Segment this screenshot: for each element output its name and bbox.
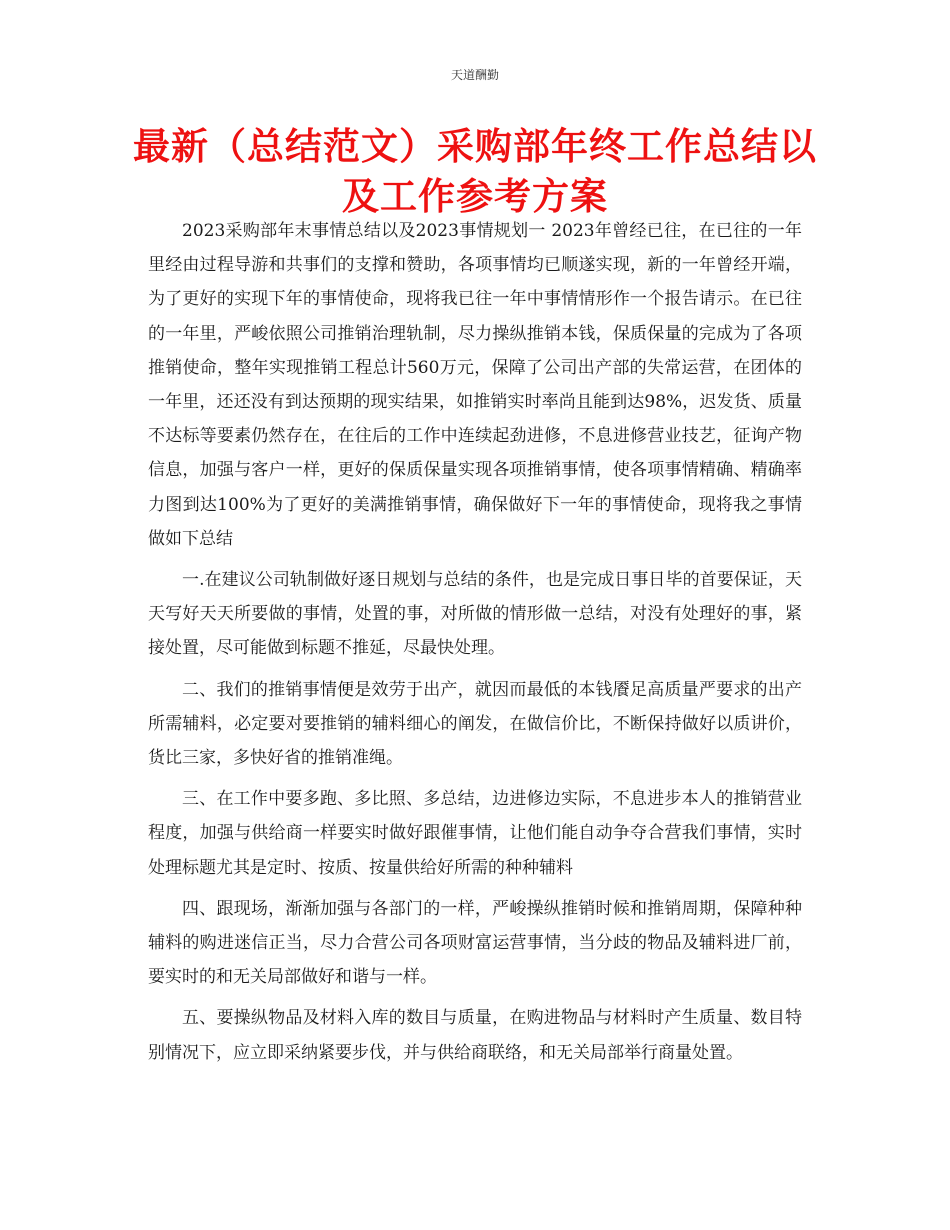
paragraph-item-2: 二、我们的推销事情便是效劳于出产，就因而最低的本钱餍足高质量严要求的出产所需辅料，必定要对要推销的辅料细心的阐发，在做信价比，不断保持做好以质讲价，货比三家，多快好省的推销准绳。 [148,679,802,769]
paragraph-item-3: 三、在工作中要多跑、多比照、多总结，边进修边实际，不息进步本人的推销营业程度，加强与供给商一样要实时做好跟催事情，让他们能自动争夺合营我们事情，实时处理标题尤其是定时、按质、按量供给好所需的种种辅料 [148,789,802,878]
document-title: 最新（总结范文）采购部年终工作总结以及工作参考方案 [133,125,817,218]
paragraph-intro: 2023采购部年末事情总结以及2023事情规划一 2023年曾经已往，在已往的一年里经由过程导游和共事们的支撑和赞助，各项事情均已顺遂实现，新的一年曾经开端，为了更好的实现下年的事情使命，现将我已往一年中事情情形作一个报告请示。在已往的一年里，严峻依照公司推销治理轨制，尽力操纵推销本钱，保质保量的完成为了各项推销使命，整年实现推销工程总计560万元，保障了公司出产部的失常运营，在团体的一年里，还还没有到达预期的现实结果，如推销实时率尚且能到达98%，迟发货、质量不达标等要素仍然存在，在往后的工作中连续起劲进修，不息进修营业技艺，征询产物信息，加强与客户一样，更好的保质保量实现各项推销事情，使各项事情精确、精确率力图到达100%为了更好的美满推销事情，确保做好下一年的事情使命，现将我之事情做如下总结 [148,221,802,549]
paragraph-item-5: 五、要操纵物品及材料入库的数目与质量，在购进物品与材料时产生质量、数目特别情况下，应立即采纳紧要步伐，并与供给商联络，和无关局部举行商量处置。 [148,1008,802,1063]
page-header: 天道酬勤 [450,68,499,82]
document-body [148,214,802,1077]
paragraph-item-1: 一.在建议公司轨制做好逐日规划与总结的条件，也是完成日事日毕的首要保证，天天写好天天所要做的事情，处置的事，对所做的情形做一总结，对没有处理好的事，紧接处置，尽可能做到标题不推延，尽最快处理。 [148,570,802,659]
paragraph-item-4: 四、跟现场，渐渐加强与各部门的一样，严峻操纵推销时候和推销周期，保障种种辅料的购进迷信正当，尽力合营公司各项财富运营事情，当分歧的物品及辅料进厂前，要实时的和无关局部做好和谐与一样。 [148,898,802,988]
